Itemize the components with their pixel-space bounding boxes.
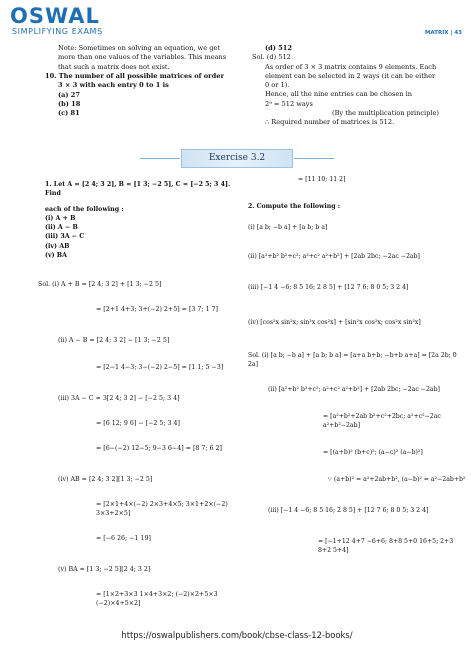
part: (v) BA	[45, 252, 68, 260]
line: each of the following :	[45, 205, 124, 213]
part: (iii) 3A − C	[45, 233, 85, 241]
line: = [2−1 4−3; 3−(−2) 2−5] = [1 1; 5 −3]	[96, 364, 224, 371]
line: element can be selected in 2 ways (it can be either	[265, 71, 436, 80]
solution-1	[38, 280, 238, 608]
oswal-logo	[10, 4, 160, 38]
line: more than one values of the variables. This means	[58, 53, 227, 62]
line: = [1×2+3×3 1×4+3×2; (−2)×2+5×3 (−2)×4+5×2]	[96, 591, 218, 607]
line: = [11 10; 11 2]	[298, 176, 346, 183]
solution-10	[252, 44, 466, 128]
footer-url[interactable]: https://oswalpublishers.com/book/cbse-class-12-books/	[121, 630, 353, 640]
line: Sol. (i) [a b; −b a] + [a b; b a] = [a+a b+b; −b+b a+a] = [2a 2b; 0 2a]	[248, 352, 457, 368]
line: (iv) AB = [2 4; 3 2][1 3; −2 5]	[58, 476, 153, 483]
line: Hence, all the nine entries can be chosen in	[265, 90, 412, 99]
option: (a) 27	[58, 90, 80, 99]
line: = [−6 26; −1 19]	[96, 535, 151, 542]
line: 10. The number of all possible matrices of order	[45, 72, 224, 80]
line: = [2×1+4×(−2) 2×3+4×5; 3×1+2×(−2) 3×3+2×5]	[96, 501, 228, 517]
line: Sol. (d) 512	[252, 53, 291, 62]
line: (i) [a b; −b a] + [a b; b a]	[248, 224, 328, 231]
line: Sol. (i) A + B = [2 4; 3 2] + [1 3; −2 5]	[38, 281, 162, 288]
option: (c) 81	[58, 109, 80, 118]
line: (iii) 3A − C = 3[2 4; 3 2] − [−2 5; 3 4]	[58, 395, 180, 402]
line: (v) BA = [1 3; −2 5][2 4; 3 2]	[58, 566, 151, 573]
line: (By the multiplication principle)	[332, 109, 439, 118]
line: that such a matrix does not exist.	[58, 62, 170, 71]
line: 2⁹ = 512 ways	[265, 99, 313, 108]
line: = [2+1 4+3; 3+(−2) 2+5] = [3 7; 1 7]	[96, 306, 219, 313]
line: 3 × 3 with each entry 0 to 1 is	[58, 81, 169, 90]
part: (ii) A − B	[45, 224, 78, 232]
line: (ii) A − B = [2 4; 3 2] − [1 3; −2 5]	[58, 337, 170, 344]
line: 0 or 1).	[265, 81, 290, 90]
option: (d) 512	[265, 44, 292, 52]
line: = [a²+b²+2ab b²+c²+2bc; a²+c²−2ac a²+b²−2ab]	[323, 413, 441, 429]
logo-brand: OSWAL	[10, 4, 100, 28]
line: = [−1+12 4+7 −6+6; 8+8 5+0 16+5; 2+3 8+2 5+4]	[318, 538, 454, 554]
note-text	[58, 44, 238, 72]
line: As order of 3 × 3 matrix contains 9 elements. Each	[265, 62, 437, 71]
right-column	[248, 175, 468, 555]
line: = [6 12; 9 6] − [−2 5; 3 4]	[96, 420, 180, 427]
line: = [(a+b)² (b+c)²; (a−c)² (a−b)²]	[323, 449, 423, 456]
part: (iv) AB	[45, 242, 70, 250]
option: (b) 18	[58, 99, 81, 108]
question-1	[45, 180, 235, 260]
line: (iv) [cos²x sin²x; sin²x cos²x] + [sin²x cos²x; cos²x sin²x]	[248, 319, 421, 326]
question-2: 2. Compute the following :	[248, 203, 340, 210]
line: (iii) [−1 4 −6; 8 5 16; 2 8 5] + [12 7 6; 8 0 5; 3 2 4]	[268, 507, 429, 514]
line: ∴ Required number of matrices is 512.	[265, 118, 395, 127]
line: (ii) [a²+b² b²+c²; a²+c² a²+b²] + [2ab 2bc; −2ac −2ab]	[268, 386, 440, 393]
page-number: MATRIX | 43	[424, 30, 462, 36]
line: (ii) [a²+b² b²+c²; a²+c² a²+b²] + [2ab 2bc; −2ac −2ab]	[248, 253, 420, 260]
line: (iii) [−1 4 −6; 8 5 16; 2 8 5] + [12 7 6; 8 0 5; 3 2 4]	[248, 284, 409, 291]
line: 1. Let A = [2 4; 3 2], B = [1 3; −2 5], C = [−2 5; 3 4]. Find	[45, 181, 231, 198]
line: = [6−(−2) 12−5; 9−3 6−4] = [8 7; 6 2]	[96, 445, 223, 452]
question-10	[45, 72, 240, 118]
line: Note: Sometimes on solving an equation, we get	[58, 44, 220, 52]
part: (i) A + B	[45, 214, 76, 222]
logo-tagline: SIMPLIFYING EXAMS	[12, 27, 103, 36]
line: ∵ (a+b)² = a²+2ab+b², (a−b)² = a²−2ab+b²	[328, 476, 466, 483]
exercise-heading: Exercise 3.2	[181, 149, 293, 168]
page-header	[0, 0, 474, 40]
